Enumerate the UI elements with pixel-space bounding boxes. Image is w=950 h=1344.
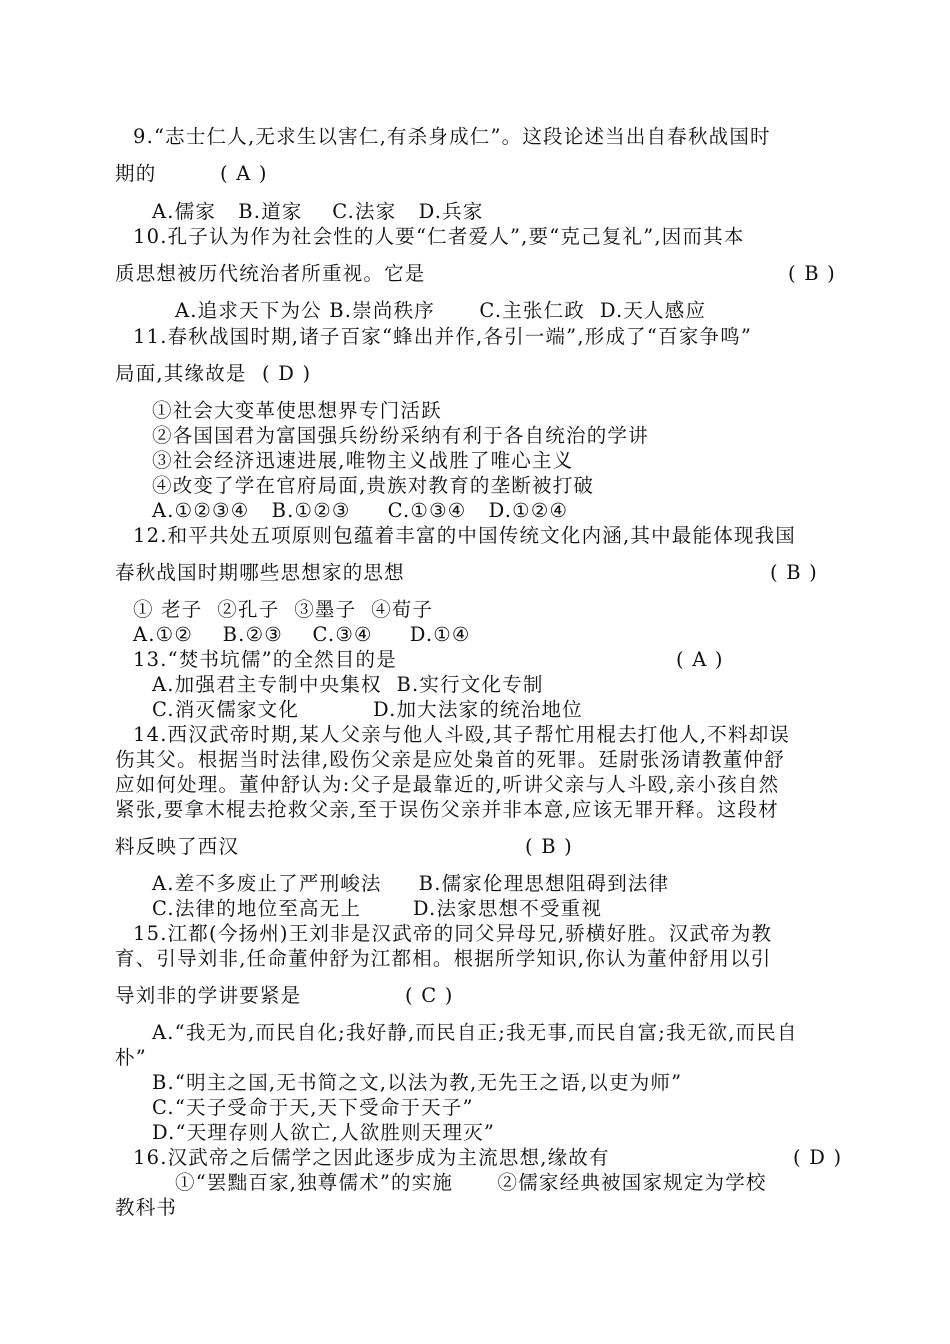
answer-label: ( A ) <box>676 648 724 671</box>
question-stem-line: 伤其父。根据当时法律,殴伤父亲是应处枭首的死罪。廷尉张汤请教董仲舒 <box>115 748 785 771</box>
statement-item: ④改变了学在官府局面,贵族对教育的垄断被打破 <box>152 474 595 497</box>
answer-label: ( A ) <box>220 162 268 185</box>
answer-options: A.“我无为,而民自化;我好静,而民自正;我无事,而民自富;我无欲,而民自 <box>152 1021 798 1044</box>
answer-label: ( D ) <box>262 362 312 385</box>
statement-item: ②各国国君为富国强兵纷纷采纳有利于各自统治的学讲 <box>152 424 649 447</box>
question-stem-line: 10.孔子认为作为社会性的人要“仁者爱人”,要“克己复礼”,因而其本 <box>133 225 745 248</box>
answer-options: A.①② B.②③ C.③④ D.①④ <box>133 623 471 646</box>
answer-options: C.消灭儒家文化 D.加大法家的统治地位 <box>152 698 583 721</box>
answer-options: D.“天理存则人欲亡,人欲胜则天理灭” <box>152 1121 496 1144</box>
statement-item: ①社会大变革使思想界专门活跃 <box>152 399 442 422</box>
question-stem-line: 料反映了西汉 <box>115 835 240 858</box>
question-stem-line: 14.西汉武帝时期,某人父亲与他人斗殴,其子帮忙用棍去打他人,不料却误 <box>133 723 791 746</box>
question-stem-line: 11.春秋战国时期,诸子百家“蜂出并作,各引一端”,形成了“百家争鸣” <box>133 325 752 348</box>
question-stem-line: 16.汉武帝之后儒学之因此逐步成为主流思想,缘故有 <box>133 1146 610 1169</box>
answer-label: ( B ) <box>525 835 573 858</box>
question-stem-line: 导刘非的学讲要紧是 <box>115 984 302 1007</box>
statement-item: ① 老子 ②孔子 ③墨子 ④荀子 <box>133 598 434 621</box>
answer-options: A.差不多废止了严刑峻法 B.儒家伦理思想阻碍到法律 <box>152 872 670 895</box>
answer-options: A.追求天下为公 B.崇尚秩序 C.主张仁政 D.天人感应 <box>175 299 707 322</box>
answer-options: A.①②③④ B.①②③ C.①③④ D.①②④ <box>152 499 569 522</box>
question-stem-line: 期的 <box>115 162 157 185</box>
statement-item: ①“罢黜百家,独尊儒术”的实施 ②儒家经典被国家规定为学校 <box>175 1171 767 1194</box>
question-stem-line: 13.“焚书坑儒”的全然目的是 <box>133 648 397 671</box>
question-stem-line: 育、引导刘非,任命董仲舒为江都相。根据所学知识,你认为董仲舒用以引 <box>115 947 772 970</box>
statement-item: ③社会经济迅速进展,唯物主义战胜了唯心主义 <box>152 449 574 472</box>
question-stem-line: 质思想被历代统治者所重视。它是 <box>115 262 426 285</box>
answer-label: ( B ) <box>788 262 836 285</box>
answer-options: 朴” <box>115 1046 147 1069</box>
question-stem-line: 15.江都(今扬州)王刘非是汉武帝的同父异母兄,骄横好胜。汉武帝为教 <box>133 922 773 945</box>
question-stem-line: 春秋战国时期哪些思想家的思想 <box>115 561 405 584</box>
answer-options: A.加强君主专制中央集权 B.实行文化专制 <box>152 673 544 696</box>
statement-item: 教科书 <box>115 1196 178 1219</box>
question-stem-line: 紧张,要拿木棍去抢救父亲,至于误伤父亲并非本意,应该无罪开释。这段材 <box>115 798 779 821</box>
question-stem-line: 局面,其缘故是 <box>115 362 247 385</box>
answer-options: C.法律的地位至高无上 D.法家思想不受重视 <box>152 897 603 920</box>
answer-options: B.“明主之国,无书简之文,以法为教,无先王之语,以吏为师” <box>152 1071 683 1094</box>
answer-label: ( C ) <box>405 984 454 1007</box>
answer-options: C.“天子受命于天,天下受命于天子” <box>152 1096 474 1119</box>
question-stem-line: 12.和平共处五项原则包蕴着丰富的中国传统文化内涵,其中最能体现我国 <box>133 524 797 547</box>
question-stem-line: 应如何处理。董仲舒认为:父子是最靠近的,听讲父亲与人斗殴,亲小孩自然 <box>115 773 780 796</box>
answer-label: ( B ) <box>770 561 818 584</box>
answer-options: A.儒家 B.道家 C.法家 D.兵家 <box>152 200 484 223</box>
question-stem-line: 9.“志士仁人,无求生以害仁,有杀身成仁”。这段论述当出自春秋战国时 <box>133 125 771 148</box>
answer-label: ( D ) <box>793 1146 843 1169</box>
